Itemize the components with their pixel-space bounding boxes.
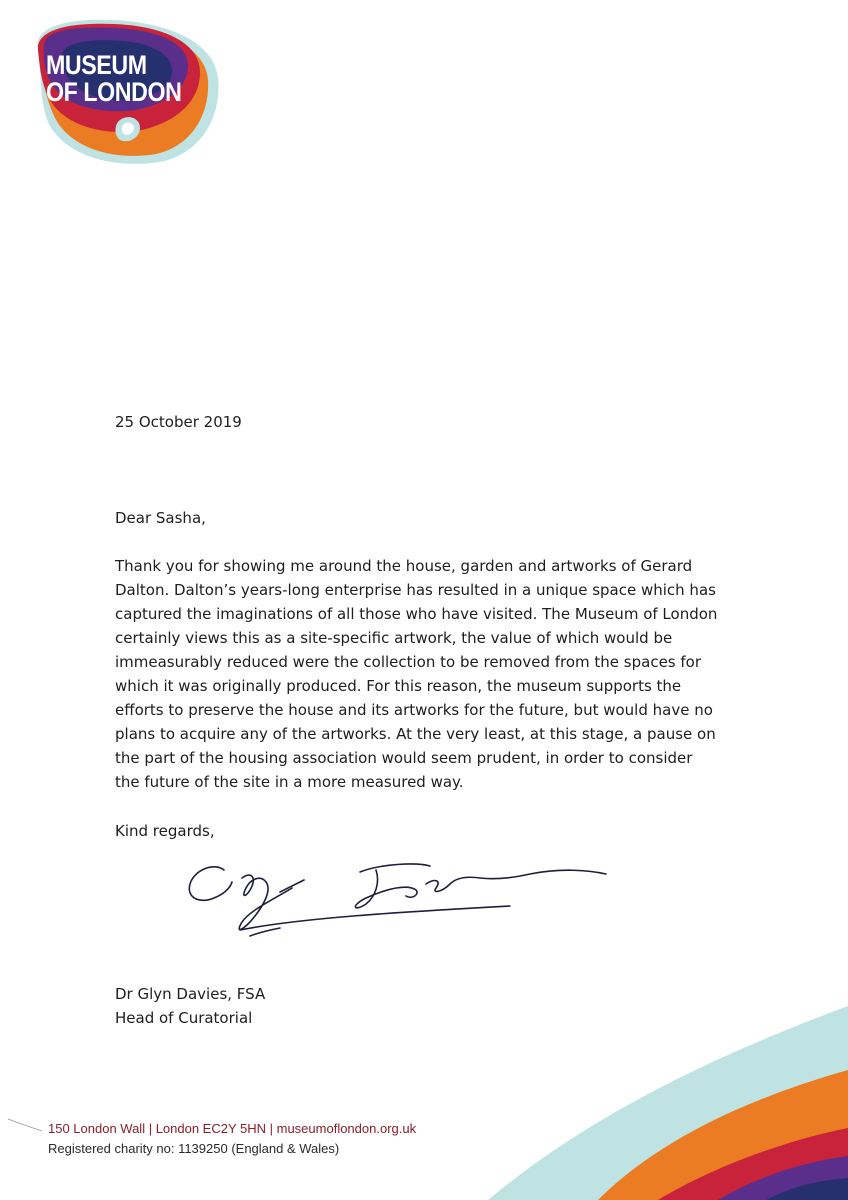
- salutation: Dear Sasha,: [115, 509, 206, 527]
- logo-wordmark: [46, 52, 181, 106]
- logo-line-2: OF LONDON: [46, 77, 182, 107]
- body-line: plans to acquire any of the artworks. At the very least, at this stage, a pause on: [115, 725, 716, 743]
- footer-waves-icon: [488, 1000, 848, 1200]
- body-line: efforts to preserve the house and its artworks for the future, but would have no: [115, 701, 713, 719]
- museum-of-london-logo: [24, 14, 220, 166]
- body-line: which it was originally produced. For this reason, the museum supports the: [115, 677, 682, 695]
- body-line: the future of the site in a more measured way.: [115, 773, 464, 791]
- body-line: immeasurably reduced were the collection to be removed from the spaces for: [115, 653, 702, 671]
- footer-address: 150 London Wall | London EC2Y 5HN | museumoflondon.org.uk: [48, 1121, 417, 1136]
- signatory-name: Dr Glyn Davies, FSA: [115, 985, 266, 1003]
- body-line: Thank you for showing me around the house, garden and artworks of Gerard: [115, 557, 693, 575]
- letter-date: 25 October 2019: [115, 413, 242, 431]
- closing: Kind regards,: [115, 822, 215, 840]
- logo-line-1: MUSEUM: [46, 50, 147, 80]
- footer-charity: Registered charity no: 1139250 (England & Wales): [48, 1141, 340, 1156]
- signatory-title: Head of Curatorial: [115, 1009, 253, 1027]
- scan-mark-icon: [6, 1115, 46, 1135]
- body-line: the part of the housing association would seem prudent, in order to consider: [115, 749, 693, 767]
- body-line: Dalton. Dalton’s years-long enterprise has resulted in a unique space which has: [115, 581, 716, 599]
- body-line: certainly views this as a site-specific artwork, the value of which would be: [115, 629, 673, 647]
- signature-icon: [180, 848, 620, 940]
- body-line: captured the imaginations of all those who have visited. The Museum of London: [115, 605, 718, 623]
- letter-body: [115, 554, 745, 794]
